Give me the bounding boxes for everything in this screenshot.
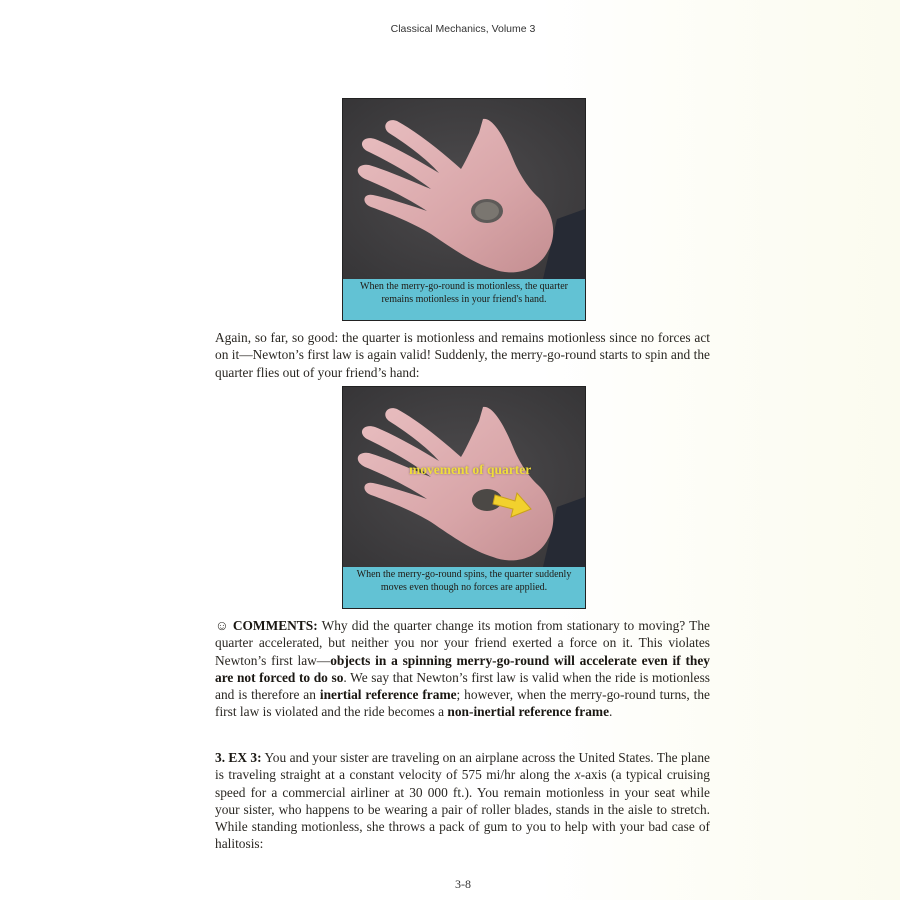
comments-text: . — [609, 704, 613, 720]
example-text: You and your sister are traveling on an airplane across the United States. The plane is traveling straight at a constant velocity of 575 mi/hr along the — [215, 750, 710, 783]
figure-caption: When the merry-go-round is motionless, the quarter remains motionless in your friend's hand. — [343, 279, 585, 320]
example-text: -axis (a typical cruising speed for a commercial airliner at 30 000 ft.). You remain motionless in your seat while your sister, who happens to be wearing a pair of roller blades, stands in the aisle to stretch. While standing motionless, she throws a pack of gum to you to help with your bad case of halitosis: — [215, 767, 710, 852]
figure-caption: When the merry-go-round spins, the quarter suddenly moves even though no forces are applied. — [343, 567, 585, 608]
page-number: 3-8 — [455, 877, 471, 891]
smiley-icon: ☺ — [215, 618, 229, 633]
comments-text: ; however, when the merry-go-round turns, the first law is violated and the ride becomes a — [215, 687, 710, 720]
movement-label: movement of quarter — [409, 462, 532, 477]
running-header: Classical Mechanics, Volume 3 — [390, 23, 536, 35]
paragraph-again: Again, so far, so good: the quarter is motionless and remains motionless since no forces act on it—Newton’s first law is again valid! Suddenly, the merry-go-round starts to spin and the quarter flies out of your friend’s hand: — [215, 330, 710, 380]
example-3-paragraph — [215, 749, 710, 853]
figure-hand-spinning — [342, 386, 586, 609]
comments-emphasis: objects in a spinning merry-go-round will accelerate even if they are not forced to do so — [215, 652, 710, 685]
term-inertial-frame: inertial reference frame — [319, 687, 457, 703]
axis-variable: x — [574, 767, 581, 783]
figure-hand-motionless — [342, 98, 586, 321]
comments-text: . We say that Newton’s first law is valid when the ride is motionless and is therefore an — [215, 669, 710, 703]
term-non-inertial-frame: non-inertial reference frame — [447, 704, 610, 720]
example-heading: 3. EX 3: — [215, 750, 262, 765]
comments-paragraph — [215, 617, 710, 721]
comments-text: Why did the quarter change its motion from stationary to moving? The quarter accelerated, but neither you nor your friend exerted a force on it. This violates Newton’s first law— — [215, 618, 710, 668]
hand-photo — [343, 99, 585, 279]
comments-heading: COMMENTS: — [232, 618, 318, 633]
